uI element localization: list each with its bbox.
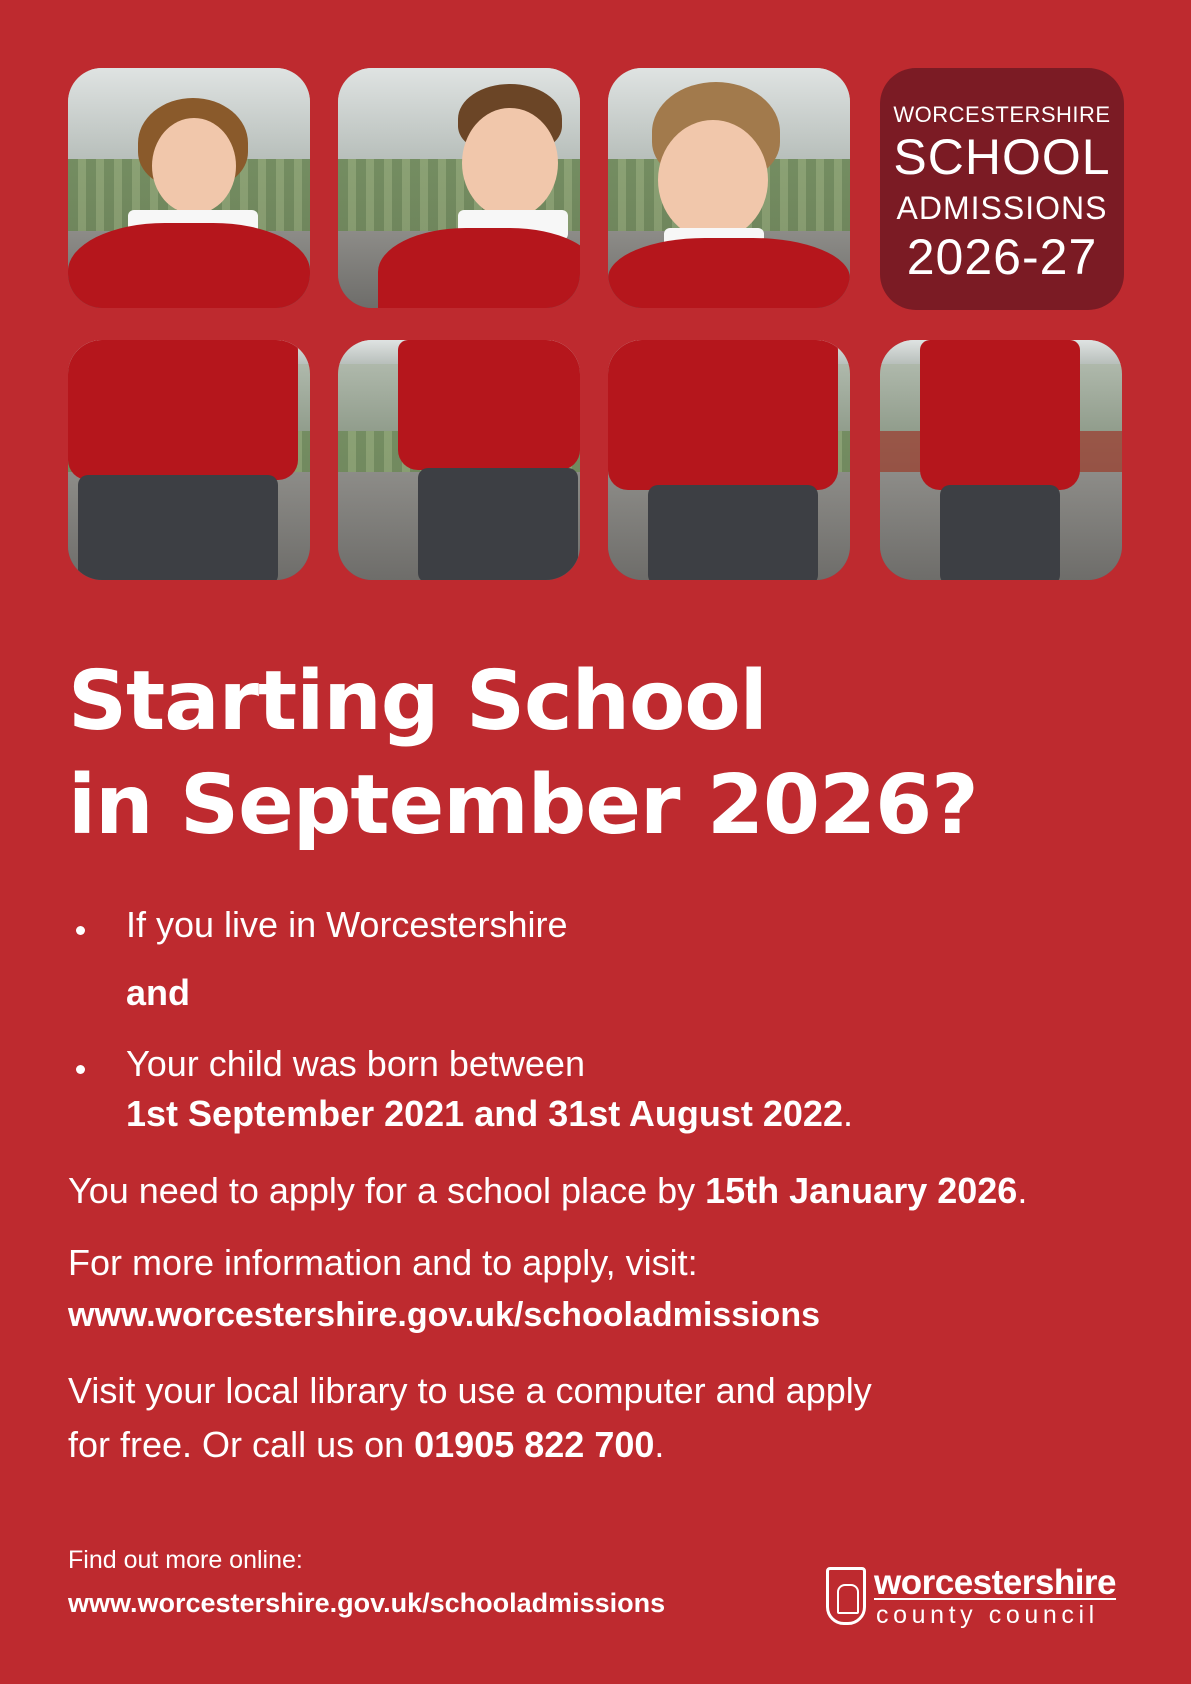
headline-line-1: Starting School: [68, 654, 767, 749]
criteria-joiner: and: [126, 972, 191, 1013]
council-crest-icon: [826, 1567, 866, 1625]
more-info-link[interactable]: www.worcestershire.gov.uk/schooladmissions: [68, 1296, 821, 1334]
photo-tile-child-bottom: [608, 340, 850, 580]
library-line-1: Visit your local library to use a computer and apply: [68, 1370, 872, 1411]
logo-subtitle: county council: [876, 1601, 1099, 1629]
library-line-2: [68, 1424, 664, 1466]
footer-link[interactable]: www.worcestershire.gov.uk/schooladmissions: [68, 1588, 666, 1618]
photo-tile-boy-bottom: [338, 340, 580, 580]
headline: [68, 650, 978, 858]
library-end: .: [654, 1424, 665, 1465]
criteria-bullet-1: If you live in Worcestershire: [126, 904, 568, 945]
deadline-date: 15th January 2026: [705, 1170, 1018, 1211]
deadline-text: You need to apply for a school place by: [68, 1170, 706, 1211]
badge-county: WORCESTERSHIRE: [893, 102, 1111, 127]
library-text: for free. Or call us on: [68, 1424, 415, 1465]
headline-line-2: in September 2026?: [68, 758, 978, 853]
criteria-dates-line: [126, 1093, 853, 1135]
criteria-bullet-2: Your child was born between: [126, 1043, 585, 1084]
criteria-dates-end: .: [842, 1093, 853, 1134]
badge-admissions: ADMISSIONS: [896, 190, 1108, 226]
photo-tile-fourth-bottom: [880, 340, 1122, 580]
bullet-icon: [76, 926, 85, 935]
photo-tile-boy-top: [338, 68, 580, 308]
bullet-icon: [76, 1065, 85, 1074]
deadline-line: [68, 1170, 1027, 1212]
criteria-dates: 1st September 2021 and 31st August 2022: [126, 1093, 843, 1134]
photo-tile-child-top: [608, 68, 850, 308]
photo-tile-girl-bottom: [68, 340, 310, 580]
phone-number[interactable]: 01905 822 700: [414, 1424, 655, 1465]
logo-name: worcestershire: [874, 1563, 1117, 1602]
badge-school: SCHOOL: [893, 129, 1111, 185]
badge-year: 2026-27: [906, 229, 1098, 285]
council-logo: [826, 1563, 1126, 1629]
admissions-badge: [880, 68, 1124, 310]
photo-tile-girl-top: [68, 68, 310, 308]
deadline-end: .: [1017, 1170, 1028, 1211]
footer-label: Find out more online:: [68, 1546, 303, 1574]
more-info-text: For more information and to apply, visit:: [68, 1242, 698, 1283]
